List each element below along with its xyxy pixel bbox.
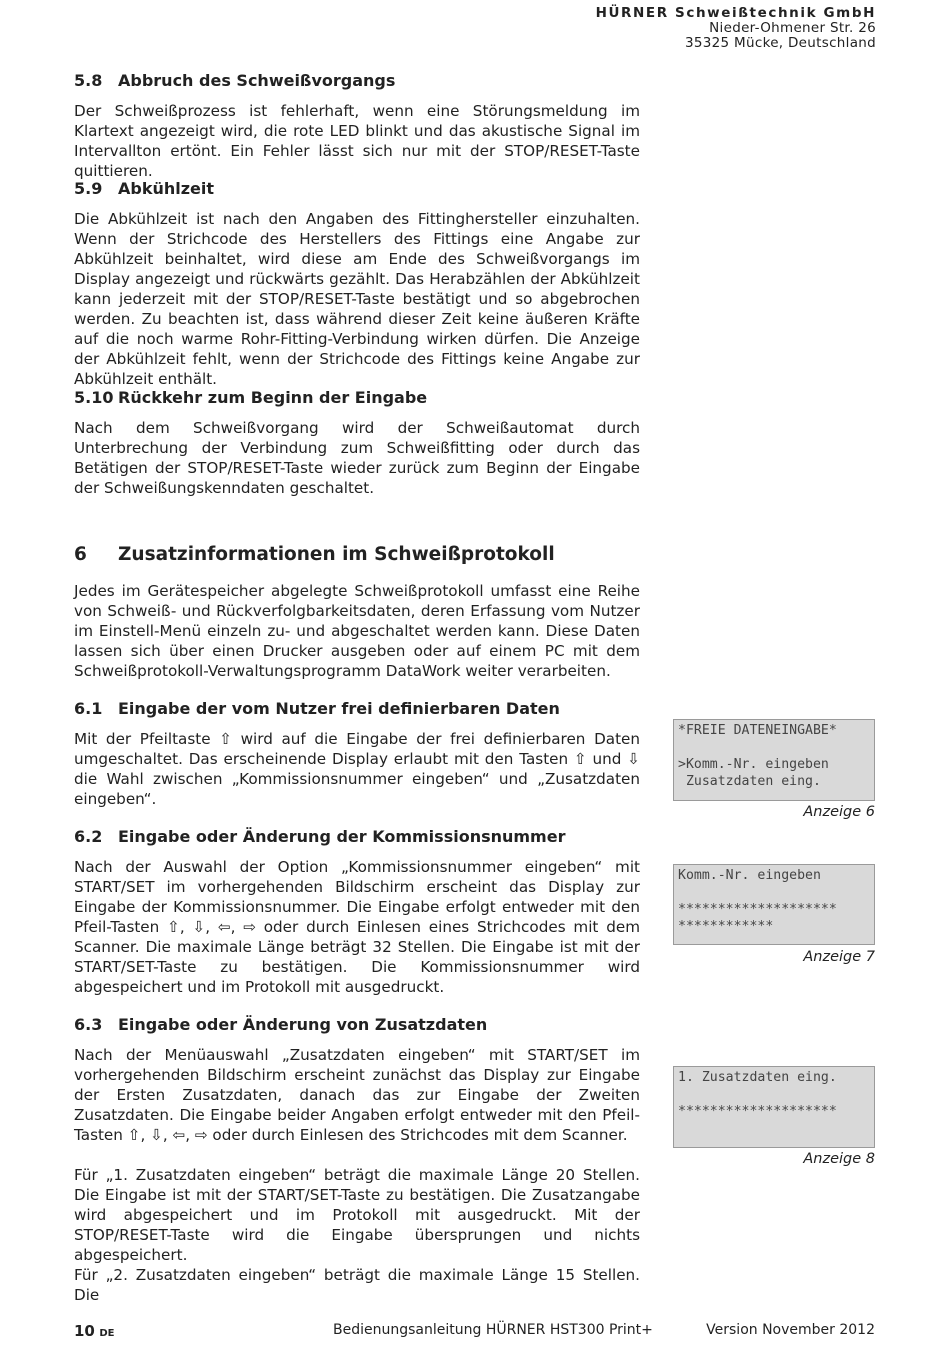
display-line: >Komm.-Nr. eingeben <box>678 757 829 772</box>
heading-5-10 <box>74 388 427 407</box>
version-info: Version November 2012 <box>706 1322 875 1338</box>
page-number <box>74 1322 114 1340</box>
display-line: Komm.-Nr. eingeben <box>678 868 821 883</box>
manual-title: Bedienungsanleitung HÜRNER HST300 Print+ <box>333 1322 653 1338</box>
paragraph-6-2: Nach der Auswahl der Option „Kommissionsnummer eingeben“ mit START/SET im vorhergehenden Bildschirm erscheint das Display zur Eingabe der Kommissionsnummer. Die Eingabe erfolgt entweder mit den Pfeil-Tasten ⇧, ⇩, ⇦, ⇨ oder durch Einlesen eines Strichcodes mit dem Scanner. Die maximale Länge beträgt 32 Stellen. Die Eingabe ist mit der START/SET-Taste zu bestätigen. Die Kommissionsnummer wird abgespeichert und im Protokoll mit ausgedruckt. <box>74 858 640 996</box>
paragraph-6-3: Nach der Menüauswahl „Zusatzdaten eingeben“ mit START/SET im vorhergehenden Bildschirm erscheint zunächst das Display zur Eingabe der Ersten Zusatzdaten, danach das zur Eingabe der Zweiten Zusatzdaten. Die Eingabe beider Angaben erfolgt entweder mit den Pfeil-Tasten ⇧, ⇩, ⇦, ⇨ oder durch Einlesen des Strichcodes mit dem Scanner. <box>74 1046 640 1144</box>
display-line: ************ <box>678 919 774 934</box>
paragraph-6-3-b: Für „1. Zusatzdaten eingeben“ beträgt die maximale Länge 20 Stellen. Die Eingabe ist mit der START/SET-Taste zu bestätigen. Die Zusatzangabe wird abgespeichert und im Protokoll mit ausgedruckt. Mit der STOP/RESET-Taste wird die Eingabe übersprungen und nichts abgespeichert. <box>74 1166 640 1264</box>
display-line: *FREIE DATENEINGABE* <box>678 723 837 738</box>
heading-5-9 <box>74 179 214 198</box>
section-title: Eingabe oder Änderung von Zusatzdaten <box>118 1015 488 1034</box>
heading-6-3 <box>74 1015 487 1034</box>
section-title: Rückkehr zum Beginn der Eingabe <box>118 388 428 407</box>
section-title: Abkühlzeit <box>118 179 215 198</box>
paragraph-6-3-c: Für „2. Zusatzdaten eingeben“ beträgt die maximale Länge 15 Stellen. Die <box>74 1266 640 1304</box>
heading-5-8 <box>74 71 395 90</box>
display-line: 1. Zusatzdaten eing. <box>678 1070 837 1085</box>
display-caption-6: Anzeige 6 <box>803 804 875 820</box>
section-title: Eingabe oder Änderung der Kommissionsnummer <box>118 827 566 846</box>
heading-6-1 <box>74 699 560 718</box>
display-line: ******************** <box>678 1104 837 1119</box>
paragraph-5-8: Der Schweißprozess ist fehlerhaft, wenn eine Störungsmeldung im Klartext angezeigt wird, die rote LED blinkt und das akustische Signal im Intervallton ertönt. Ein Fehler lässt sich nur mit der STOP/RESET-Taste quittieren. <box>74 102 640 180</box>
paragraph-5-10: Nach dem Schweißvorgang wird der Schweißautomat durch Unterbrechung der Verbindung zum Schweißfitting oder durch das Betätigen der STOP/RESET-Taste wieder zurück zum Beginn der Eingabe der Schweißungskenndaten geschaltet. <box>74 419 640 497</box>
company-street: Nieder-Ohmener Str. 26 <box>709 20 876 36</box>
display-line: Zusatzdaten eing. <box>678 774 821 789</box>
page-number-value: 10 <box>74 1322 95 1340</box>
section-number: 6.2 <box>74 827 103 846</box>
paragraph-6-1: Mit der Pfeiltaste ⇧ wird auf die Eingabe der frei definierbaren Daten umgeschaltet. Das erscheinende Display erlaubt mit den Tasten ⇧ und ⇩ die Wahl zwischen „Kommissionsnummer eingeben“ und „Zusatzdaten eingeben“. <box>74 730 640 808</box>
section-title: Eingabe der vom Nutzer frei definierbaren Daten <box>118 699 560 718</box>
display-line: ******************** <box>678 902 837 917</box>
section-title: Zusatzinformationen im Schweißprotokoll <box>118 544 555 565</box>
company-name: HÜRNER Schweißtechnik GmbH <box>595 5 876 21</box>
display-screen-8 <box>673 1066 875 1148</box>
display-caption-8: Anzeige 8 <box>803 1151 875 1167</box>
section-number: 5.8 <box>74 71 103 90</box>
display-screen-6 <box>673 719 875 801</box>
section-number: 6.3 <box>74 1015 103 1034</box>
display-line <box>678 1086 874 1103</box>
paragraph-5-9: Die Abkühlzeit ist nach den Angaben des Fittinghersteller einzuhalten. Wenn der Strichcode des Herstellers des Fittings eine Angabe zur Abkühlzeit beinhaltet, wird diese am Ende des Schweißvorgangs im Display angezeigt und rückwärts gezählt. Das Herabzählen der Abkühlzeit kann jederzeit mit der STOP/RESET-Taste bestätigt und so abgebrochen werden. Zu beachten ist, dass während dieser Zeit keine äußeren Kräfte auf die noch warme Rohr-Fitting-Verbindung wirken dürfen. Die Anzeige der Abkühlzeit fehlt, wenn der Strichcode des Fittings keine Angabe zur Abkühlzeit enthält. <box>74 210 640 388</box>
display-line <box>678 739 874 756</box>
section-title: Abbruch des Schweißvorgangs <box>118 71 396 90</box>
paragraph-6: Jedes im Gerätespeicher abgelegte Schweißprotokoll umfasst eine Reihe von Schweiß- und Rückverfolgbarkeitsdaten, deren Erfassung vom Nutzer im Einstell-Menü einzeln zu- und abgeschaltet werden kann. Diese Daten lassen sich über einen Drucker ausgeben oder auf einem PC mit dem Schweißprotokoll-Verwaltungsprogramm DataWork weiter verarbeiten. <box>74 582 640 680</box>
display-caption-7: Anzeige 7 <box>803 949 875 965</box>
heading-6 <box>74 544 555 565</box>
company-header <box>596 6 876 51</box>
section-number: 5.10 <box>74 388 114 407</box>
section-number: 6 <box>74 544 87 565</box>
section-number: 5.9 <box>74 179 103 198</box>
heading-6-2 <box>74 827 565 846</box>
section-number: 6.1 <box>74 699 103 718</box>
language-code: DE <box>99 1328 115 1339</box>
company-city: 35325 Mücke, Deutschland <box>685 35 876 51</box>
display-screen-7 <box>673 864 875 945</box>
display-line <box>678 884 874 901</box>
